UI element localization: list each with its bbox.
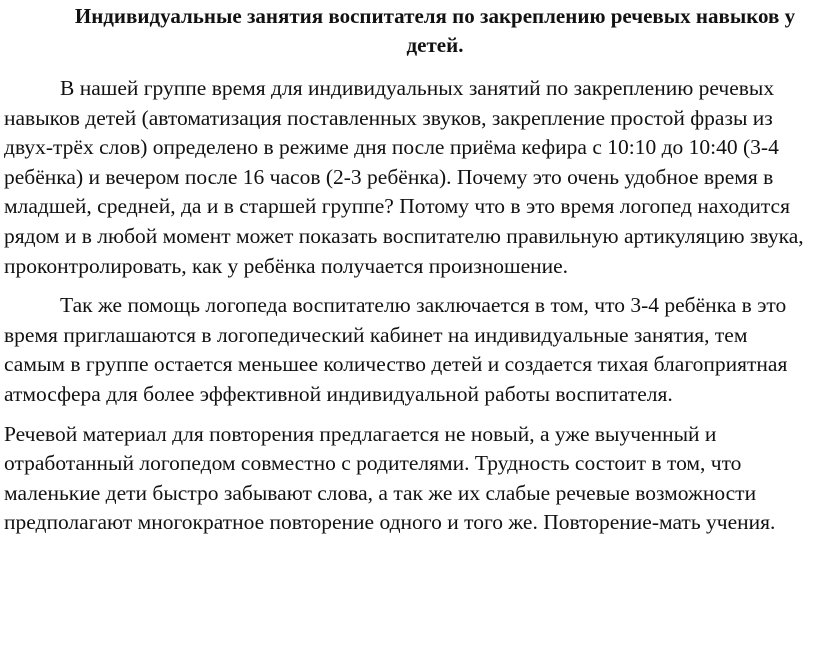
paragraph-2: Так же помощь логопеда воспитателю заключается в том, что 3-4 ребёнка в это время приглашаются в логопедический кабинет на индивидуальные занятия, тем самым в группе остается меньшее количество детей и создается тихая благоприятная атмосфера для более эффективной индивидуальной работы воспитателя. <box>4 293 788 406</box>
paragraph-3: Речевой материал для повторения предлагается не новый, а уже выученный и отработанный логопедом совместно с родителями. Трудность состоит в том, что маленькие дети быстро забывают слова, а так же их слабые речевые возможности предполагают многократное повторение одного и того же. Повторение-мать учения. <box>4 421 776 535</box>
document-title: Индивидуальные занятия воспитателя по закреплению речевых навыков у детей. <box>74 4 796 57</box>
paragraph-1: В нашей группе время для индивидуальных занятий по закреплению речевых навыков детей (автоматизация поставленных звуков, закрепление простой фразы из двух-трёх слов) определено в режиме дня после приёма кефира с 10:10 до 10:40 (3-4 ребёнка) и вечером после 16 часов (2-3 ребёнка). Почему это очень удобное время в младшей, средней, да и в старшей группе? Потому что в это время логопед находится рядом и в любой момент может показать воспитателю правильную артикуляцию звука, проконтролировать, как у ребёнка получается произношение. <box>4 76 804 278</box>
